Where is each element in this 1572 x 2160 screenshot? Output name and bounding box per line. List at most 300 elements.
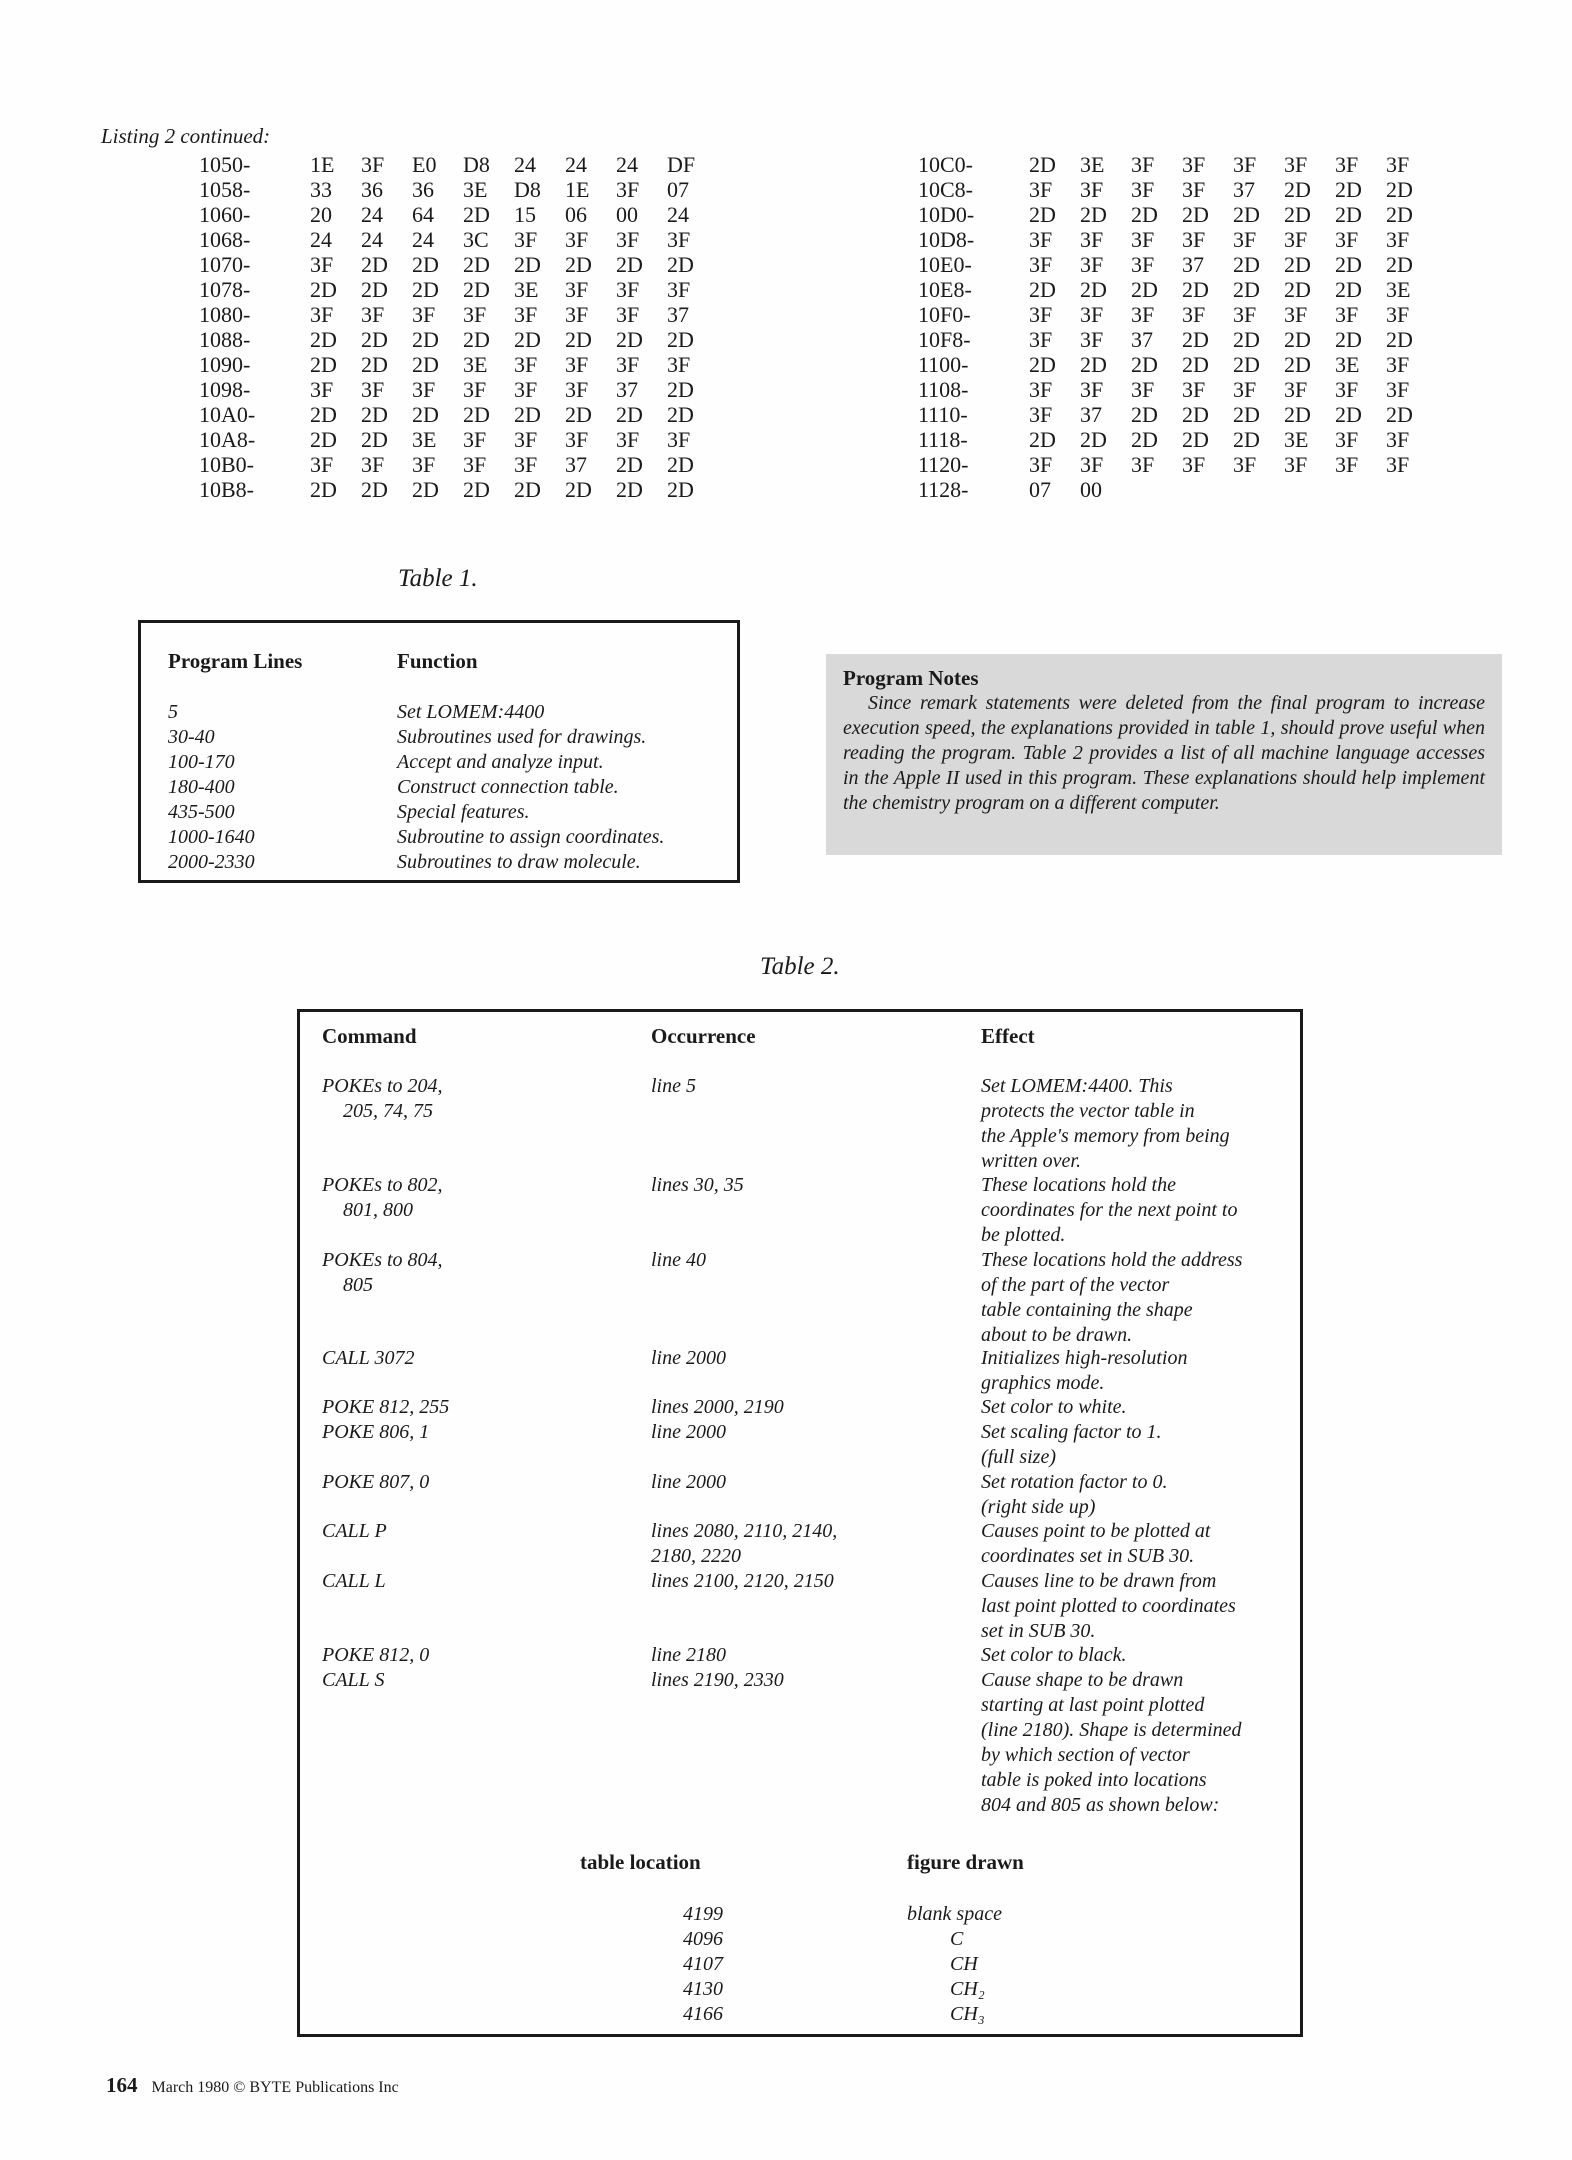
- hex-row: [199, 227, 718, 252]
- occurrence-cell: lines 30, 35: [651, 1174, 744, 1196]
- hex-byte: 3F: [565, 302, 589, 327]
- table1-row: [168, 800, 728, 825]
- hex-byte: 3F: [1029, 227, 1053, 252]
- hex-byte: 2D: [412, 277, 439, 302]
- hex-byte: 2D: [667, 402, 694, 427]
- hex-byte: 3F: [412, 452, 436, 477]
- hex-byte: 3E: [1284, 427, 1309, 452]
- hex-byte: 3F: [1029, 402, 1053, 427]
- hex-byte: 2D: [514, 327, 541, 352]
- table-location-value: 4096: [683, 1928, 723, 1950]
- hex-byte: 00: [616, 202, 638, 227]
- hex-row: [918, 202, 1437, 227]
- hex-row: [918, 177, 1437, 202]
- hex-byte: 07: [667, 177, 689, 202]
- hex-byte: 2D: [1029, 352, 1056, 377]
- hex-byte: 2D: [1182, 427, 1209, 452]
- hex-byte: 2D: [1335, 177, 1362, 202]
- hex-row: [918, 277, 1437, 302]
- hex-byte: 2D: [1233, 352, 1260, 377]
- hex-byte: 3F: [1284, 152, 1308, 177]
- hex-address: 10B0-: [199, 452, 254, 477]
- hex-row: [918, 402, 1437, 427]
- hex-byte: 3F: [1386, 377, 1410, 402]
- hex-address: 10D8-: [918, 227, 975, 252]
- hex-byte: 3F: [1386, 227, 1410, 252]
- hex-byte: 3F: [1131, 152, 1155, 177]
- program-notes-body: Since remark statements were deleted from the final program to increase execution speed, the explanations provided in table 1, should prove useful when reading the program. Table 2 provides a list of all machine language accesses in the Apple II used in this program. These explanations should help implement the chemistry program on a different computer.: [843, 692, 1485, 814]
- hex-byte: 2D: [565, 477, 592, 502]
- hex-byte: 2D: [667, 477, 694, 502]
- hex-byte: 2D: [1080, 277, 1107, 302]
- hex-byte: 3F: [1131, 452, 1155, 477]
- hex-byte: 3F: [1029, 177, 1053, 202]
- hex-byte: 37: [565, 452, 587, 477]
- hex-byte: 3F: [463, 377, 487, 402]
- hex-byte: 2D: [310, 402, 337, 427]
- effect-cell: Set color to white.: [981, 1396, 1127, 1418]
- hex-byte: 2D: [514, 477, 541, 502]
- hex-byte: 2D: [1029, 202, 1056, 227]
- occurrence-cell: line 2000: [651, 1421, 726, 1443]
- hex-byte: 3F: [412, 377, 436, 402]
- hex-byte: 2D: [1386, 327, 1413, 352]
- hex-byte: 3F: [1182, 152, 1206, 177]
- hex-byte: 24: [310, 227, 332, 252]
- hex-byte: 3F: [1080, 327, 1104, 352]
- hex-byte: 3F: [667, 427, 691, 452]
- hex-byte: 3F: [1080, 227, 1104, 252]
- table2-header-command: Command: [322, 1024, 417, 1048]
- hex-byte: 24: [514, 152, 536, 177]
- hex-byte: 2D: [1182, 202, 1209, 227]
- table1-row: [168, 775, 728, 800]
- hex-row: [199, 427, 718, 452]
- hex-byte: 37: [1131, 327, 1153, 352]
- hex-byte: 3C: [463, 227, 489, 252]
- occurrence-cell: lines 2080, 2110, 2140, 2180, 2220: [651, 1520, 838, 1567]
- hex-byte: 2D: [412, 477, 439, 502]
- program-notes-title: Program Notes: [843, 666, 979, 690]
- command-cell: CALL P: [322, 1520, 387, 1542]
- hex-row: [918, 327, 1437, 352]
- hex-row: [199, 402, 718, 427]
- hex-byte: 07: [1029, 477, 1051, 502]
- program-lines-cell: 180-400: [168, 776, 235, 798]
- hex-address: 1098-: [199, 377, 251, 402]
- hex-row: [199, 302, 718, 327]
- hex-byte: 3F: [1233, 152, 1257, 177]
- figure-drawn-value: CH: [950, 1953, 978, 1975]
- table1-body: [168, 700, 728, 875]
- table1-caption: Table 1.: [398, 565, 478, 592]
- table2-header-occurrence: Occurrence: [651, 1024, 756, 1048]
- hex-address: 1128-: [918, 477, 969, 502]
- hex-address: 10A8-: [199, 427, 256, 452]
- hex-byte: 3F: [361, 377, 385, 402]
- hex-byte: 24: [667, 202, 689, 227]
- hex-byte: 00: [1080, 477, 1102, 502]
- hex-byte: D8: [514, 177, 541, 202]
- hex-byte: 3F: [1131, 177, 1155, 202]
- hex-byte: 3F: [412, 302, 436, 327]
- hex-byte: 3F: [1335, 427, 1359, 452]
- hex-byte: 3F: [1386, 427, 1410, 452]
- hex-byte: 3F: [1029, 252, 1053, 277]
- effect-cell: These locations hold the address of the part of the vector table containing the shape about to be drawn.: [981, 1249, 1243, 1346]
- hex-byte: 3F: [1080, 177, 1104, 202]
- hex-byte: 2D: [1335, 202, 1362, 227]
- occurrence-cell: lines 2100, 2120, 2150: [651, 1570, 834, 1592]
- hex-byte: 3E: [412, 427, 437, 452]
- command-cell: CALL S: [322, 1669, 385, 1691]
- program-lines-cell: 5: [168, 701, 178, 723]
- hex-row: [199, 202, 718, 227]
- hex-byte: 2D: [1335, 402, 1362, 427]
- program-lines-cell: 1000-1640: [168, 826, 255, 848]
- hex-byte: 3F: [1131, 227, 1155, 252]
- hex-byte: 2D: [1080, 352, 1107, 377]
- hex-byte: 1E: [310, 152, 335, 177]
- hex-byte: 3F: [616, 227, 640, 252]
- table1-header-lines: Program Lines: [168, 649, 303, 673]
- table1-row: [168, 825, 728, 850]
- effect-cell: Causes line to be drawn from last point plotted to coordinates set in SUB 30.: [981, 1570, 1236, 1642]
- hex-address: 1118-: [918, 427, 968, 452]
- hex-byte: 3F: [310, 252, 334, 277]
- hex-byte: 2D: [463, 277, 490, 302]
- hex-byte: 24: [361, 202, 383, 227]
- hex-address: 10C0-: [918, 152, 973, 177]
- hex-row: [199, 277, 718, 302]
- hex-address: 10F8-: [918, 327, 971, 352]
- hex-byte: 2D: [616, 452, 643, 477]
- function-cell: Subroutines to draw molecule.: [397, 851, 641, 873]
- hex-byte: 3F: [514, 302, 538, 327]
- hex-byte: 3F: [1029, 377, 1053, 402]
- hex-byte: 2D: [412, 402, 439, 427]
- page-footer: [106, 2073, 399, 2098]
- occurrence-cell: line 40: [651, 1249, 706, 1271]
- hex-row: [918, 452, 1437, 477]
- hex-byte: 2D: [1335, 327, 1362, 352]
- page-number: 164: [106, 2073, 138, 2097]
- occurrence-cell: line 2000: [651, 1471, 726, 1493]
- program-lines-cell: 100-170: [168, 751, 235, 773]
- effect-cell: Causes point to be plotted at coordinates set in SUB 30.: [981, 1520, 1211, 1567]
- hex-address: 10A0-: [199, 402, 256, 427]
- hex-byte: 3F: [1233, 227, 1257, 252]
- hex-address: 1110-: [918, 402, 968, 427]
- hex-byte: 2D: [1335, 252, 1362, 277]
- hex-byte: 3F: [1233, 452, 1257, 477]
- table-location-value: 4130: [683, 1978, 723, 2000]
- hex-byte: 2D: [1386, 202, 1413, 227]
- figure-drawn-header: figure drawn: [907, 1850, 1024, 1874]
- command-cell: CALL 3072: [322, 1347, 415, 1369]
- program-lines-cell: 435-500: [168, 801, 235, 823]
- hex-byte: 2D: [1182, 277, 1209, 302]
- hex-byte: 36: [361, 177, 383, 202]
- hex-byte: 3F: [1182, 227, 1206, 252]
- hex-listing-left: [199, 152, 718, 502]
- hex-byte: 3F: [667, 227, 691, 252]
- hex-byte: 3F: [565, 227, 589, 252]
- hex-byte: 3F: [514, 227, 538, 252]
- table-location-header: table location: [580, 1850, 701, 1874]
- hex-address: 1070-: [199, 252, 251, 277]
- hex-byte: 36: [412, 177, 434, 202]
- hex-address: 10E0-: [918, 252, 972, 277]
- hex-byte: 2D: [463, 402, 490, 427]
- hex-byte: 2D: [310, 477, 337, 502]
- figure-drawn-value: C: [950, 1928, 964, 1950]
- effect-cell: Set rotation factor to 0. (right side up): [981, 1471, 1168, 1518]
- hex-byte: 2D: [1131, 402, 1158, 427]
- hex-byte: 3E: [463, 352, 488, 377]
- hex-address: 1060-: [199, 202, 251, 227]
- hex-row: [199, 327, 718, 352]
- hex-byte: 2D: [1284, 252, 1311, 277]
- hex-byte: 2D: [310, 327, 337, 352]
- hex-row: [199, 377, 718, 402]
- function-cell: Accept and analyze input.: [397, 751, 604, 773]
- hex-byte: 3F: [1080, 452, 1104, 477]
- program-lines-cell: 30-40: [168, 726, 215, 748]
- hex-byte: 3E: [1080, 152, 1105, 177]
- hex-byte: 2D: [514, 402, 541, 427]
- hex-byte: 2D: [565, 402, 592, 427]
- hex-byte: 2D: [463, 477, 490, 502]
- figure-drawn-value: blank space: [907, 1903, 1002, 1925]
- hex-byte: 3F: [1386, 352, 1410, 377]
- listing-caption: Listing 2 continued:: [101, 124, 271, 148]
- effect-cell: Set LOMEM:4400. This protects the vector table in the Apple's memory from being written over.: [981, 1075, 1230, 1172]
- hex-address: 1050-: [199, 152, 251, 177]
- hex-byte: 3F: [1284, 302, 1308, 327]
- hex-byte: 2D: [361, 277, 388, 302]
- hex-address: 1078-: [199, 277, 251, 302]
- hex-byte: 2D: [1233, 402, 1260, 427]
- hex-row: [199, 452, 718, 477]
- table2-header-effect: Effect: [981, 1024, 1035, 1048]
- command-cell: POKEs to 204, 205, 74, 75: [322, 1075, 443, 1122]
- hex-byte: 3F: [1284, 227, 1308, 252]
- hex-byte: 3F: [565, 427, 589, 452]
- hex-address: 10C8-: [918, 177, 973, 202]
- hex-address: 10E8-: [918, 277, 972, 302]
- effect-cell: These locations hold the coordinates for the next point to be plotted.: [981, 1174, 1238, 1246]
- effect-cell: Set color to black.: [981, 1644, 1127, 1666]
- hex-byte: 2D: [1182, 352, 1209, 377]
- hex-byte: 3F: [616, 277, 640, 302]
- hex-byte: 3F: [1335, 377, 1359, 402]
- hex-byte: 3F: [1233, 377, 1257, 402]
- hex-byte: 2D: [361, 477, 388, 502]
- hex-byte: E0: [412, 152, 437, 177]
- hex-byte: 3E: [514, 277, 539, 302]
- hex-address: 10B8-: [199, 477, 254, 502]
- hex-byte: 3F: [514, 352, 538, 377]
- hex-byte: 37: [1233, 177, 1255, 202]
- hex-byte: 2D: [310, 427, 337, 452]
- hex-address: 1108-: [918, 377, 969, 402]
- hex-byte: 2D: [1029, 277, 1056, 302]
- function-cell: Subroutine to assign coordinates.: [397, 826, 665, 848]
- hex-row: [918, 227, 1437, 252]
- function-cell: Set LOMEM:4400: [397, 701, 545, 723]
- hex-row: [199, 252, 718, 277]
- hex-byte: 2D: [463, 327, 490, 352]
- hex-byte: 3F: [514, 427, 538, 452]
- hex-byte: 3F: [667, 352, 691, 377]
- hex-address: 1058-: [199, 177, 251, 202]
- hex-byte: 3F: [1131, 252, 1155, 277]
- figure-drawn-column: [907, 1902, 1107, 2027]
- hex-byte: 24: [565, 152, 587, 177]
- hex-byte: 37: [667, 302, 689, 327]
- hex-byte: 2D: [361, 352, 388, 377]
- hex-byte: 2D: [1284, 202, 1311, 227]
- hex-byte: 3F: [1080, 302, 1104, 327]
- table2-caption: Table 2.: [760, 953, 840, 980]
- hex-byte: 3F: [310, 452, 334, 477]
- hex-byte: 3F: [616, 352, 640, 377]
- hex-byte: 2D: [1080, 202, 1107, 227]
- hex-byte: 2D: [1080, 427, 1107, 452]
- hex-byte: 3F: [361, 152, 385, 177]
- occurrence-cell: line 5: [651, 1075, 696, 1097]
- program-lines-cell: 2000-2330: [168, 851, 255, 873]
- hex-byte: 3F: [1233, 302, 1257, 327]
- hex-byte: 2D: [361, 427, 388, 452]
- hex-byte: 3F: [565, 352, 589, 377]
- hex-address: 10F0-: [918, 302, 971, 327]
- hex-address: 1120-: [918, 452, 969, 477]
- hex-byte: 2D: [1233, 277, 1260, 302]
- hex-byte: 3F: [1182, 302, 1206, 327]
- hex-byte: 2D: [463, 252, 490, 277]
- hex-row: [199, 152, 718, 177]
- hex-byte: 2D: [310, 277, 337, 302]
- hex-byte: 3E: [1386, 277, 1411, 302]
- hex-address: 1080-: [199, 302, 251, 327]
- occurrence-cell: lines 2000, 2190: [651, 1396, 784, 1418]
- hex-byte: 2D: [667, 252, 694, 277]
- hex-byte: 2D: [1386, 177, 1413, 202]
- table-location-value: 4199: [683, 1903, 723, 1925]
- hex-byte: 3F: [565, 277, 589, 302]
- hex-byte: 2D: [1233, 202, 1260, 227]
- table2: [297, 1009, 1303, 2037]
- hex-byte: 24: [361, 227, 383, 252]
- hex-byte: 3F: [1386, 452, 1410, 477]
- hex-byte: 3F: [616, 302, 640, 327]
- hex-byte: 2D: [1029, 427, 1056, 452]
- hex-byte: 2D: [412, 252, 439, 277]
- hex-byte: 3F: [1386, 152, 1410, 177]
- hex-row: [918, 427, 1437, 452]
- hex-byte: 3F: [1182, 177, 1206, 202]
- hex-byte: 3F: [667, 277, 691, 302]
- hex-byte: 2D: [1386, 252, 1413, 277]
- effect-cell: Set scaling factor to 1. (full size): [981, 1421, 1162, 1468]
- hex-byte: D8: [463, 152, 490, 177]
- hex-byte: 06: [565, 202, 587, 227]
- hex-byte: 2D: [1284, 327, 1311, 352]
- hex-byte: 2D: [616, 477, 643, 502]
- hex-row: [199, 177, 718, 202]
- function-cell: Subroutines used for drawings.: [397, 726, 647, 748]
- hex-byte: DF: [667, 152, 696, 177]
- hex-byte: 24: [616, 152, 638, 177]
- hex-byte: 2D: [1131, 277, 1158, 302]
- hex-byte: 2D: [1284, 352, 1311, 377]
- hex-row: [918, 377, 1437, 402]
- hex-byte: 2D: [361, 402, 388, 427]
- hex-byte: 2D: [616, 402, 643, 427]
- hex-byte: 3F: [361, 452, 385, 477]
- table1-row: [168, 700, 728, 725]
- hex-byte: 15: [514, 202, 536, 227]
- command-cell: POKE 812, 255: [322, 1396, 450, 1418]
- hex-byte: 2D: [565, 252, 592, 277]
- hex-byte: 2D: [1386, 402, 1413, 427]
- hex-row: [199, 477, 718, 502]
- command-cell: POKEs to 802, 801, 800: [322, 1174, 443, 1221]
- hex-byte: 2D: [361, 252, 388, 277]
- hex-byte: 2D: [1284, 177, 1311, 202]
- hex-byte: 3F: [361, 302, 385, 327]
- command-cell: POKE 806, 1: [322, 1421, 430, 1443]
- occurrence-cell: lines 2190, 2330: [651, 1669, 784, 1691]
- hex-byte: 3F: [1335, 302, 1359, 327]
- hex-byte: 3F: [616, 427, 640, 452]
- hex-byte: 3E: [463, 177, 488, 202]
- hex-byte: 2D: [667, 377, 694, 402]
- hex-byte: 3F: [1182, 452, 1206, 477]
- hex-byte: 2D: [412, 327, 439, 352]
- hex-byte: 33: [310, 177, 332, 202]
- table-location-value: 4107: [683, 1953, 723, 1975]
- command-cell: CALL L: [322, 1570, 386, 1592]
- hex-row: [918, 477, 1437, 502]
- hex-byte: 2D: [463, 202, 490, 227]
- hex-byte: 2D: [667, 327, 694, 352]
- hex-byte: 37: [1080, 402, 1102, 427]
- hex-byte: 3F: [1029, 302, 1053, 327]
- hex-address: 1068-: [199, 227, 251, 252]
- hex-byte: 3F: [1080, 377, 1104, 402]
- hex-row: [918, 352, 1437, 377]
- hex-address: 1100-: [918, 352, 969, 377]
- hex-byte: 2D: [514, 252, 541, 277]
- hex-byte: 2D: [667, 452, 694, 477]
- table1: [138, 620, 740, 883]
- hex-byte: 3F: [1284, 377, 1308, 402]
- hex-byte: 3F: [514, 452, 538, 477]
- hex-byte: 2D: [1233, 327, 1260, 352]
- hex-row: [918, 252, 1437, 277]
- hex-address: 10D0-: [918, 202, 975, 227]
- hex-byte: 2D: [1233, 252, 1260, 277]
- hex-byte: 2D: [1284, 277, 1311, 302]
- hex-listing-right: [918, 152, 1437, 502]
- hex-byte: 3F: [1029, 327, 1053, 352]
- footer-credit: March 1980 © BYTE Publications Inc: [151, 2079, 399, 2096]
- hex-byte: 2D: [1131, 427, 1158, 452]
- hex-byte: 2D: [412, 352, 439, 377]
